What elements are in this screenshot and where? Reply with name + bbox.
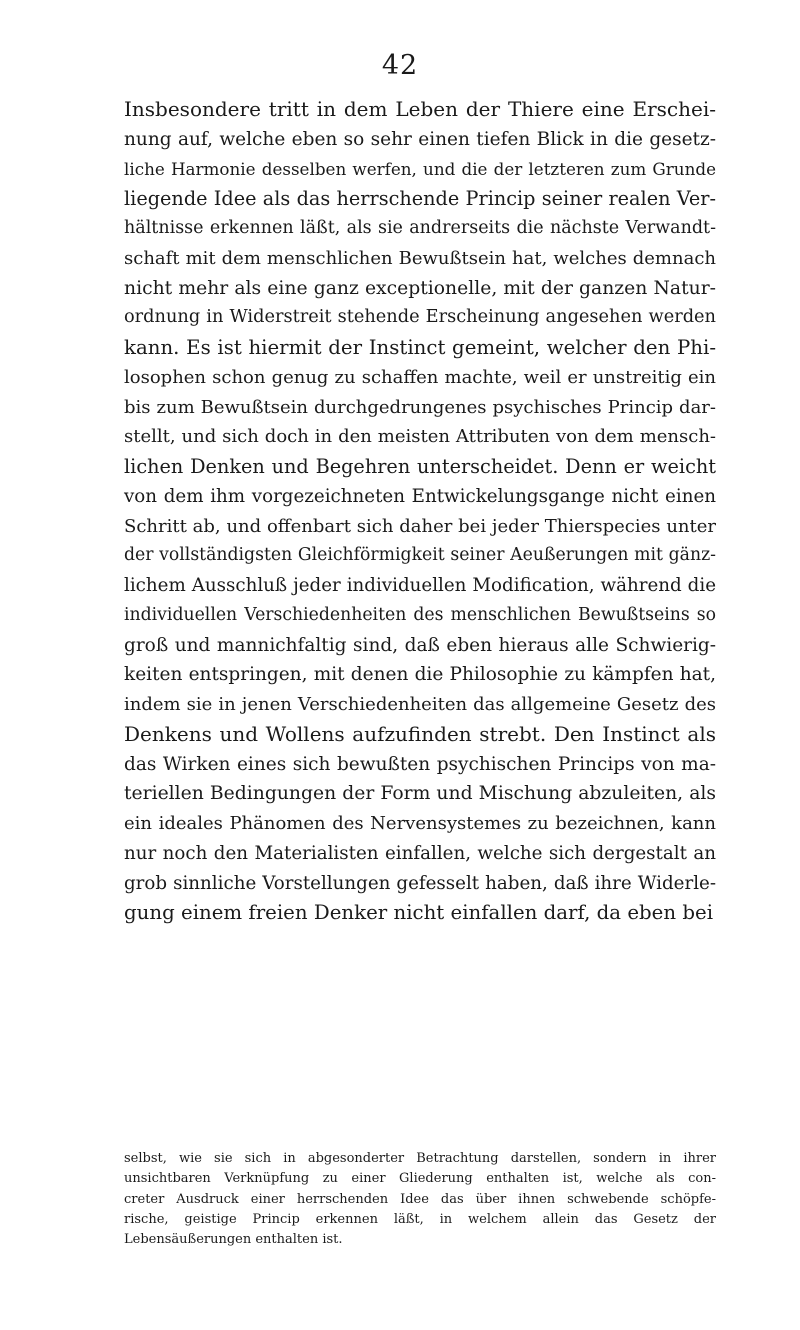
text-line: stellt, und sich doch in den meisten Attributen von dem mensch- <box>124 426 716 448</box>
text-line: individuellen Verschiedenheiten des menschlichen Bewußtseins so <box>124 604 716 625</box>
footnote-line: selbst, wie sie sich in abgesonderter Betrachtung darstellen, sondern in ihrer <box>124 1151 716 1166</box>
text-line: nicht mehr als eine ganz exceptionelle, mit der ganzen Natur- <box>124 277 716 299</box>
footnote-line: unsichtbaren Verknüpfung zu einer Gliederung enthalten ist, welche als con- <box>124 1171 716 1187</box>
text-line: das Wirken eines sich bewußten psychischen Princips von ma- <box>124 753 716 775</box>
text-line: lichen Denken und Begehren unterscheidet. Denn er weicht <box>124 455 716 478</box>
text-line: indem sie in jenen Verschiedenheiten das allgemeine Gesetz des <box>124 694 716 715</box>
footnote <box>124 1149 716 1250</box>
footnote-line: creter Ausdruck einer herrschenden Idee das über ihnen schwebende schöpfe- <box>124 1191 716 1207</box>
text-line: ein ideales Phänomen des Nervensystemes zu bezeichnen, kann <box>124 813 716 834</box>
text-line: von dem ihm vorgezeichneten Entwickelungsgange nicht einen <box>124 485 716 507</box>
text-line: schaft mit dem menschlichen Bewußtsein hat, welches demnach <box>124 247 716 269</box>
text-line: Schritt ab, und offenbart sich daher bei jeder Thierspecies unter <box>124 515 716 537</box>
footnote-line: rische, geistige Princip erkennen läßt, in welchem allein das Gesetz der <box>124 1211 716 1227</box>
text-line: bis zum Bewußtsein durchgedrungenes psychisches Princip dar- <box>124 396 716 418</box>
text-line: teriellen Bedingungen der Form und Mischung abzuleiten, als <box>124 783 716 805</box>
text-line: gung einem freien Denker nicht einfallen darf, da eben bei <box>124 901 714 925</box>
text-line: liche Harmonie desselben werfen, und die der letzteren zum Grunde <box>124 158 716 179</box>
text-line: der vollständigsten Gleichförmigkeit seiner Aeußerungen mit gänz- <box>124 545 716 566</box>
text-line: grob sinnliche Vorstellungen gefesselt haben, daß ihre Widerle- <box>124 872 716 894</box>
text-line: keiten entspringen, mit denen die Philosophie zu kämpfen hat, <box>124 664 716 686</box>
text-line: nur noch den Materialisten einfallen, welche sich dergestalt an <box>124 842 716 864</box>
text-line: kann. Es ist hiermit der Instinct gemeint, welcher den Phi- <box>124 336 716 359</box>
text-line: groß und mannichfaltig sind, daß eben hieraus alle Schwierig- <box>124 634 716 656</box>
footnote-line: Lebensäußerungen enthalten ist. <box>124 1232 343 1248</box>
text-line: lichem Ausschluß jeder individuellen Modification, während die <box>124 575 716 596</box>
text-line: Insbesondere tritt in dem Leben der Thiere eine Erschei- <box>124 97 716 121</box>
page-number: 42 <box>381 50 419 81</box>
body-text <box>124 95 716 928</box>
text-line: Denkens und Wollens aufzufinden strebt. Den Instinct als <box>124 721 716 746</box>
text-line: nung auf, welche eben so sehr einen tiefen Blick in die gesetz- <box>124 128 716 150</box>
text-line: liegende Idee als das herrschende Princip seiner realen Ver- <box>124 187 716 211</box>
text-line: losophen schon genug zu schaffen machte, weil er unstreitig ein <box>124 366 716 388</box>
text-line: hältnisse erkennen läßt, als sie andrerseits die nächste Verwandt- <box>124 218 716 238</box>
text-line: ordnung in Widerstreit stehende Erscheinung angesehen werden <box>124 307 716 328</box>
